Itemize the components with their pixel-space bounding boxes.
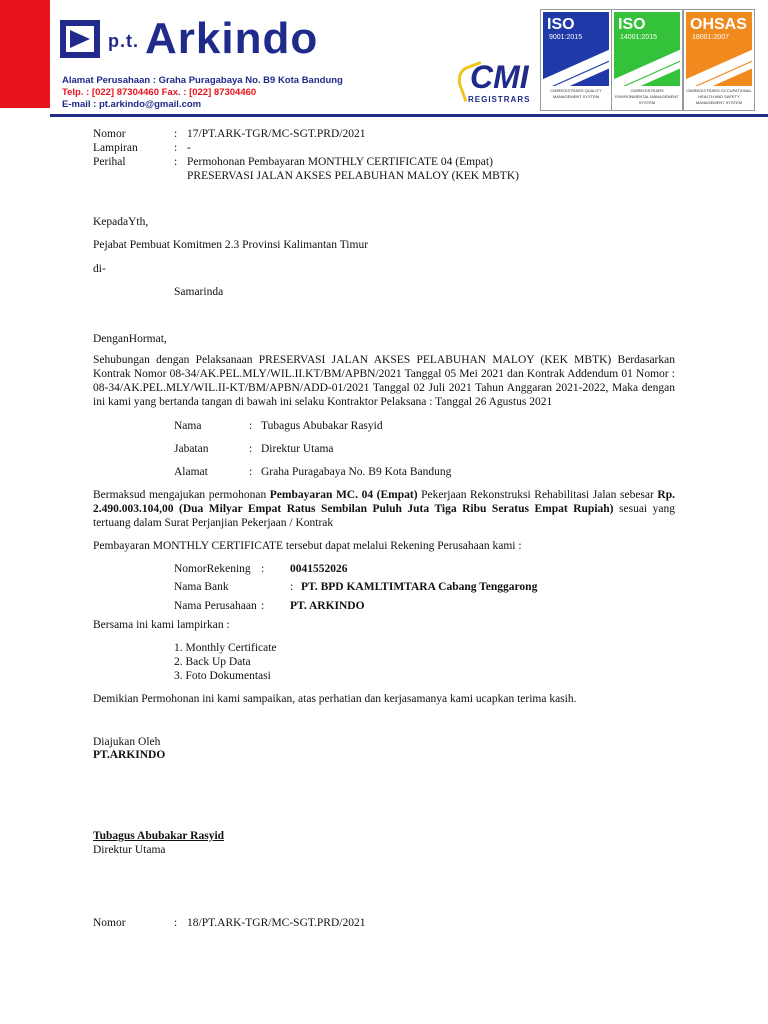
signature-company: PT.ARKINDO [93, 749, 166, 761]
signer-address-label: Alamat [174, 466, 208, 478]
recipient-city: Samarinda [174, 286, 224, 298]
company-email: E-mail : pt.arkindo@gmail.com [62, 99, 202, 110]
attachment-item: 1. Monthly Certificate [174, 642, 277, 654]
submitted-by: Diajukan Oleh [93, 736, 161, 748]
closing-paragraph: Demikian Permohonan ini kami sampaikan, atas perhatian dan kerjasamanya kami ucapkan terima kasih. [93, 693, 577, 705]
letterhead-red-bar [0, 0, 50, 108]
perihal-line-2: PRESERVASI JALAN AKSES PELABUHAN MALOY (KEK MBTK) [187, 170, 519, 182]
account-number-value: 0041552026 [290, 563, 348, 575]
nomor-value: 17/PT.ARK-TGR/MC-SGT.PRD/2021 [187, 128, 366, 140]
next-nomor-label: Nomor [93, 917, 126, 929]
company-name-logo: p.t. Arkindo [108, 14, 319, 63]
next-nomor-value: 18/PT.ARK-TGR/MC-SGT.PRD/2021 [187, 917, 366, 929]
recipient-name: Pejabat Pembuat Komitmen 2.3 Provinsi Kalimantan Timur [93, 239, 369, 251]
iso-9001-certificate-badge: ISO 9001:2015 CMIREGISTRARS QUALITY MANAGEMENT SYSTEM [541, 10, 611, 110]
company-phone: Telp. : [022] 87304460 Fax. : [022] 87304460 [62, 87, 257, 98]
company-name-label: Nama Perusahaan [174, 600, 257, 612]
attachment-item: 2. Back Up Data [174, 656, 251, 668]
perihal-label: Perihal [93, 156, 126, 168]
bank-name-label: Nama Bank [174, 581, 229, 593]
attachments-intro: Bersama ini kami lampirkan : [93, 619, 230, 631]
signature-title: Direktur Utama [93, 844, 166, 856]
lampiran-value: - [187, 142, 191, 154]
lampiran-label: Lampiran [93, 142, 138, 154]
greeting: KepadaYth, [93, 216, 149, 228]
request-paragraph: Bermaksud mengajukan permohonan Pembayaran MC. 04 (Empat) Pekerjaan Rekonstruksi Rehabilitasi Jalan sebesar Rp. 2.490.003.104,00 (Dua Milyar Empat Ratus Sembilan Puluh Juta Tiga Ribu Seratus Empat Rupiah) sesuai yang tertuang dalam Surat Perjanjian Pekerjaan / Kontrak [93, 489, 675, 529]
iso-14001-certificate-badge: ISO 14001:2015 CMIREGISTRARS ENVIRONMENTAL MANAGEMENT SYSTEM [612, 10, 682, 110]
letterhead-divider [50, 114, 768, 117]
recipient-di: di- [93, 263, 106, 275]
ohsas-18001-certificate-badge: OHSAS 18001:2007 CMIREGISTRARS OCCUPATIONAL HEALTH AND SAFETY MANAGEMENT SYSTEM [684, 10, 754, 110]
signature-name: Tubagus Abubakar Rasyid [93, 830, 225, 842]
bank-name-value: PT. BPD KAMLTIMTARA Cabang Tenggarong [301, 581, 538, 593]
salutation: DenganHormat, [93, 333, 167, 345]
company-name-value: PT. ARKINDO [290, 600, 365, 612]
nomor-label: Nomor [93, 128, 126, 140]
signer-position-label: Jabatan [174, 443, 209, 455]
arkindo-logo-icon [60, 20, 100, 58]
signer-name-label: Nama [174, 420, 202, 432]
cmi-registrars-logo: CMI REGISTRARS [458, 55, 538, 107]
perihal-line-1: Permohonan Pembayaran MONTHLY CERTIFICATE 04 (Empat) [187, 156, 493, 168]
payment-intro: Pembayaran MONTHLY CERTIFICATE tersebut dapat melalui Rekening Perusahaan kami : [93, 540, 522, 552]
intro-paragraph: Sehubungan dengan Pelaksanaan PRESERVASI JALAN AKSES PELABUHAN MALOY (KEK MBTK) Berdasarkan Kontrak Nomor 08-34/AK.PEL.MLY/WIL.II.KT/BM/APBN/2021 Tanggal 05 Mei 2021 dan Kontrak Addendum 01 Nomor : 08-34/AK.PEL.MLY/WIL.II-KT/BM/APBN/ADD-01/2021 Tanggal 02 Juli 2021 Tahun Anggaran 2021-2022, Maka dengan ini kami yang bertanda tangan di bawah ini selaku Kontraktor Pelaksana : Tanggal 26 Agustus 2021 [93, 354, 675, 408]
signer-address-value: Graha Puragabaya No. B9 Kota Bandung [261, 466, 452, 478]
signer-name-value: Tubagus Abubakar Rasyid [261, 420, 383, 432]
account-number-label: NomorRekening [174, 563, 251, 575]
company-address: Alamat Perusahaan : Graha Puragabaya No. B9 Kota Bandung Telp. : [022] 87304460 Fax. : [022] 87304460 E-mail : pt.arkindo@gmail.com [62, 75, 343, 110]
attachment-item: 3. Foto Dokumentasi [174, 670, 271, 682]
signer-position-value: Direktur Utama [261, 443, 334, 455]
